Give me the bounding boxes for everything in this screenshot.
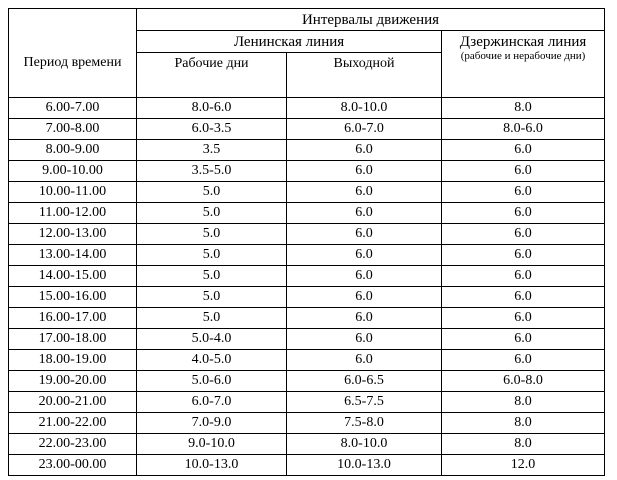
table-row — [9, 392, 605, 413]
workdays-cell: 5.0 — [137, 266, 287, 287]
period-cell: 19.00-20.00 — [9, 371, 137, 392]
table-row — [9, 140, 605, 161]
period-cell: 7.00-8.00 — [9, 119, 137, 140]
dayoff-header: Выходной — [287, 53, 442, 98]
dzerzhinskaya-cell: 6.0 — [442, 308, 605, 329]
interval-schedule-table — [8, 8, 605, 476]
workdays-cell: 6.0-7.0 — [137, 392, 287, 413]
workdays-cell: 5.0-4.0 — [137, 329, 287, 350]
table-row — [9, 350, 605, 371]
schedule-rows — [9, 98, 605, 476]
dzerzhinskaya-cell: 6.0 — [442, 245, 605, 266]
workdays-cell: 5.0 — [137, 203, 287, 224]
table-row — [9, 413, 605, 434]
period-cell: 12.00-13.00 — [9, 224, 137, 245]
period-cell: 15.00-16.00 — [9, 287, 137, 308]
workdays-cell: 10.0-13.0 — [137, 455, 287, 476]
dzerzhinskaya-cell: 6.0 — [442, 287, 605, 308]
intervals-header: Интервалы движения — [137, 9, 605, 31]
workdays-cell: 8.0-6.0 — [137, 98, 287, 119]
period-cell: 10.00-11.00 — [9, 182, 137, 203]
workdays-cell: 5.0 — [137, 224, 287, 245]
dzerzhinskaya-cell: 8.0 — [442, 98, 605, 119]
table-row — [9, 266, 605, 287]
period-cell: 8.00-9.00 — [9, 140, 137, 161]
workdays-cell: 5.0 — [137, 308, 287, 329]
dzerzhinskaya-cell: 12.0 — [442, 455, 605, 476]
workdays-cell: 5.0 — [137, 245, 287, 266]
workdays-cell: 5.0 — [137, 287, 287, 308]
dzerzhinskaya-cell: 6.0 — [442, 224, 605, 245]
dayoff-cell: 8.0-10.0 — [287, 434, 442, 455]
dzerzhinskaya-cell: 6.0-8.0 — [442, 371, 605, 392]
period-cell: 22.00-23.00 — [9, 434, 137, 455]
table-row — [9, 98, 605, 119]
dzerzhinskaya-cell: 6.0 — [442, 182, 605, 203]
dzerzhinskaya-cell: 6.0 — [442, 266, 605, 287]
dayoff-cell: 6.0 — [287, 203, 442, 224]
dayoff-cell: 6.0 — [287, 245, 442, 266]
dayoff-cell: 8.0-10.0 — [287, 98, 442, 119]
table-row — [9, 371, 605, 392]
workdays-cell: 4.0-5.0 — [137, 350, 287, 371]
dayoff-cell: 6.0 — [287, 308, 442, 329]
period-cell: 20.00-21.00 — [9, 392, 137, 413]
period-cell: 16.00-17.00 — [9, 308, 137, 329]
period-cell: 21.00-22.00 — [9, 413, 137, 434]
period-cell: 6.00-7.00 — [9, 98, 137, 119]
workdays-cell: 9.0-10.0 — [137, 434, 287, 455]
workdays-cell: 5.0 — [137, 182, 287, 203]
dayoff-cell: 6.0 — [287, 266, 442, 287]
table-row — [9, 182, 605, 203]
table-row — [9, 224, 605, 245]
dayoff-cell: 6.0 — [287, 224, 442, 245]
table-row — [9, 203, 605, 224]
dzerzhinskaya-cell: 8.0 — [442, 392, 605, 413]
table-row — [9, 329, 605, 350]
workdays-cell: 3.5 — [137, 140, 287, 161]
period-cell: 14.00-15.00 — [9, 266, 137, 287]
dayoff-cell: 6.0-7.0 — [287, 119, 442, 140]
dzerzhinskaya-cell: 6.0 — [442, 161, 605, 182]
table-row — [9, 287, 605, 308]
dayoff-cell: 6.0 — [287, 329, 442, 350]
dzerzhinskaya-cell: 8.0-6.0 — [442, 119, 605, 140]
dayoff-cell: 6.0 — [287, 350, 442, 371]
dayoff-cell: 6.0 — [287, 182, 442, 203]
dzerzhinskaya-cell: 8.0 — [442, 434, 605, 455]
workdays-cell: 6.0-3.5 — [137, 119, 287, 140]
period-cell: 9.00-10.00 — [9, 161, 137, 182]
workdays-cell: 3.5-5.0 — [137, 161, 287, 182]
period-cell: 18.00-19.00 — [9, 350, 137, 371]
period-column-header: Период времени — [9, 9, 137, 98]
dzerzhinskaya-cell: 6.0 — [442, 350, 605, 371]
dzerzhinskaya-cell: 8.0 — [442, 413, 605, 434]
period-cell: 23.00-00.00 — [9, 455, 137, 476]
dayoff-cell: 7.5-8.0 — [287, 413, 442, 434]
dzerzhinskaya-line-title: Дзержинская линия — [459, 34, 587, 50]
dayoff-cell: 6.0 — [287, 140, 442, 161]
dayoff-cell: 6.0 — [287, 161, 442, 182]
workdays-cell: 7.0-9.0 — [137, 413, 287, 434]
workdays-cell: 5.0-6.0 — [137, 371, 287, 392]
table-row — [9, 119, 605, 140]
dayoff-cell: 10.0-13.0 — [287, 455, 442, 476]
dayoff-cell: 6.5-7.5 — [287, 392, 442, 413]
table-row — [9, 455, 605, 476]
schedule-table-wrapper — [8, 8, 605, 476]
dzerzhinskaya-line-subtitle: (рабочие и нерабочие дни) — [460, 50, 586, 62]
dzerzhinskaya-line-header — [442, 31, 605, 98]
dayoff-cell: 6.0-6.5 — [287, 371, 442, 392]
table-row — [9, 245, 605, 266]
period-cell: 17.00-18.00 — [9, 329, 137, 350]
table-row — [9, 308, 605, 329]
table-row — [9, 434, 605, 455]
period-cell: 11.00-12.00 — [9, 203, 137, 224]
dzerzhinskaya-cell: 6.0 — [442, 203, 605, 224]
leninskaya-line-header: Ленинская линия — [137, 31, 442, 53]
dzerzhinskaya-cell: 6.0 — [442, 140, 605, 161]
workdays-header: Рабочие дни — [137, 53, 287, 98]
table-row — [9, 161, 605, 182]
dzerzhinskaya-cell: 6.0 — [442, 329, 605, 350]
dayoff-cell: 6.0 — [287, 287, 442, 308]
period-cell: 13.00-14.00 — [9, 245, 137, 266]
